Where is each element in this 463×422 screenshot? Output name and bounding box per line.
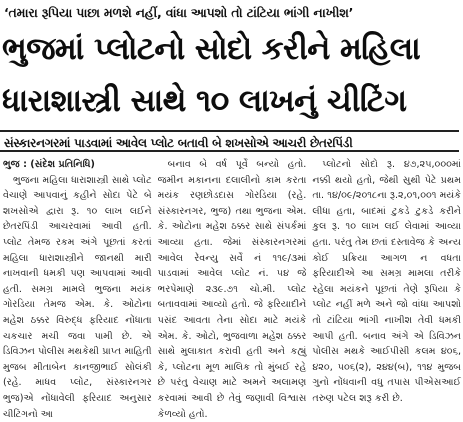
dateline: ભુજ : (સંદેશ પ્રતિનિધિ) [3, 159, 95, 170]
column-3-text: પ્લોટનો સોદો રૂ. ૪૭,૨૫,૦૦૦માં નક્કી થયો હતો, જેથી સુથી પેટે પ્રથમ તા. ૧૪/૦૯/૨૦૧૮ના રૂ.૨,૦૧,૦૦૧ મયંકે લીધા હતા, બાદમાં ટુકડે ટુકડે કરીને કુલ રૂ. ૧૦ લાખ લઈ લેવામાં આવ્યા હતા. પરંતુ તેમ છતાં દસ્તાવેજ કે અન્ય કોઈ પ્રક્રિયા આગળ ન વધતા ફરિયાદીએ આ સમગ્ર મામલા તરીકે રહેલા મયંકને પૂછતાં તેણે રૂપિયા કે પ્લોટ નહીં મળે અને જો વાંધા આપશો તો ટાંટિયા ભાંગી નાખીશ તેવી ધમકી આપી હતી. બનાવ અંગે એ ડિવિઝન પોલીસ મથકે આઈપીસી કલમ ૪૦૬, ૪૨૦, ૫૦૬(૨), ૨૪૪(બ), ૧૧૪ મુજબ ગુનો નોંધવાની વધુ તપાસ પીએસઆઈ તરુણ પટેલ શરૂ કરી છે. [312, 159, 462, 404]
article-column-2 [157, 157, 307, 420]
article-body [3, 157, 462, 420]
headline-line-1: ભુજમાં પ્લોટનો સોદો કરીને મહિલા [2, 31, 421, 67]
subheadline: સંસ્કારનગરમાં પાડવામાં આવેલ પ્લોટ બતાવી બે શખસોએ આચરી છેતરપિંડી [0, 130, 459, 152]
kicker-quote: ‘તમારા રૂપિયા પાછા મળશે નહીં, વાંધા આપશો તો ટાંટિયા ભાંગી નાખીશ’ [4, 5, 354, 20]
column-1-text: ભુજના મહિલા ધારાશાસ્ત્રી સાથે પ્લોટ વેચાણે આપવાનું કહીને સોદા પેટે બે શખસોએ દ્વારા રૂ. ૧૦ લાખ લઈને છેતરપિંડી આચરવામાં આવી હતી. પ્લોટ તેમજ રકમ અંગે પૂછતાં કરતાં મહિલા ધારાશાસ્ત્રીને જાનથી મારી નાખવાની ધમકી પણ આપવામાં આવી હતી. સમગ્ર મામલે ભુજના મયંક ગોરડિયા તેમજ એમ. કે. ઓટોના મહેશ ઠક્કર વિરુદ્ધ ફરિયાદ નોંધાતા ચકચાર મચી જવા પામી છે. એ ડિવિઝન પોલીસ મથકેથી પ્રાપ્ત માહિતી મુજબ મીતાબેન કાનજીભાઈ સોલંકી (રહે. માધવ પ્લોટ, સંસ્કારનગર ભુજ)એ નોંધાવેલી ફરિયાદ અનુસાર ચીટિંગનો આ [3, 174, 152, 420]
headline-line-2: ધારાશાસ્ત્રી સાથે ૧૦ લાખનું ચીટિંગ [2, 83, 407, 119]
article-column-3 [312, 157, 461, 409]
column-2-text: બનાવ બે વર્ષ પૂર્વે બન્યો હતો. જમીન મકાનના દલાલીનો કામ કરતા મયંક રણછોડદાસ ગોરડિયા (રહે. સંસ્કારનગર, ભુજ) તથા ભુજના એમ. કે. ઓટોના મહેશ ઠક્કર સાથે સંપર્કમાં આવ્યા હતા. જેમાં સંસ્કારનગરમાં આવેલ રેવન્યુ સર્વે નં ૧૧૯/૩માં પાડવામાં આવેલ પ્લોટ નં. ૫૪ જે ભરપેમાણે ૨૩૯.૭૧ ચો.મી. પ્લોટ બતાવવામાં આવ્યો હતો. જે ફરિયાદીને પસંદ આવતા તેના સોદા માટે મયંકે એમ. કે. ઓટો, ભુજવાળા મહેશ ઠક્કર સાથે મુલાકાત કરાવી હતી અને કહ્યું કે, પ્લોટના મૂળ માલિક તો મુંબઈ રહે છે પરંતુ વેચાણ માટે અમને અલામણ કરવામાં આવી છે તેવું જણાવી વિશ્વાસ કેળવ્યો હતો. [157, 159, 307, 420]
article-column-1 [3, 157, 152, 420]
